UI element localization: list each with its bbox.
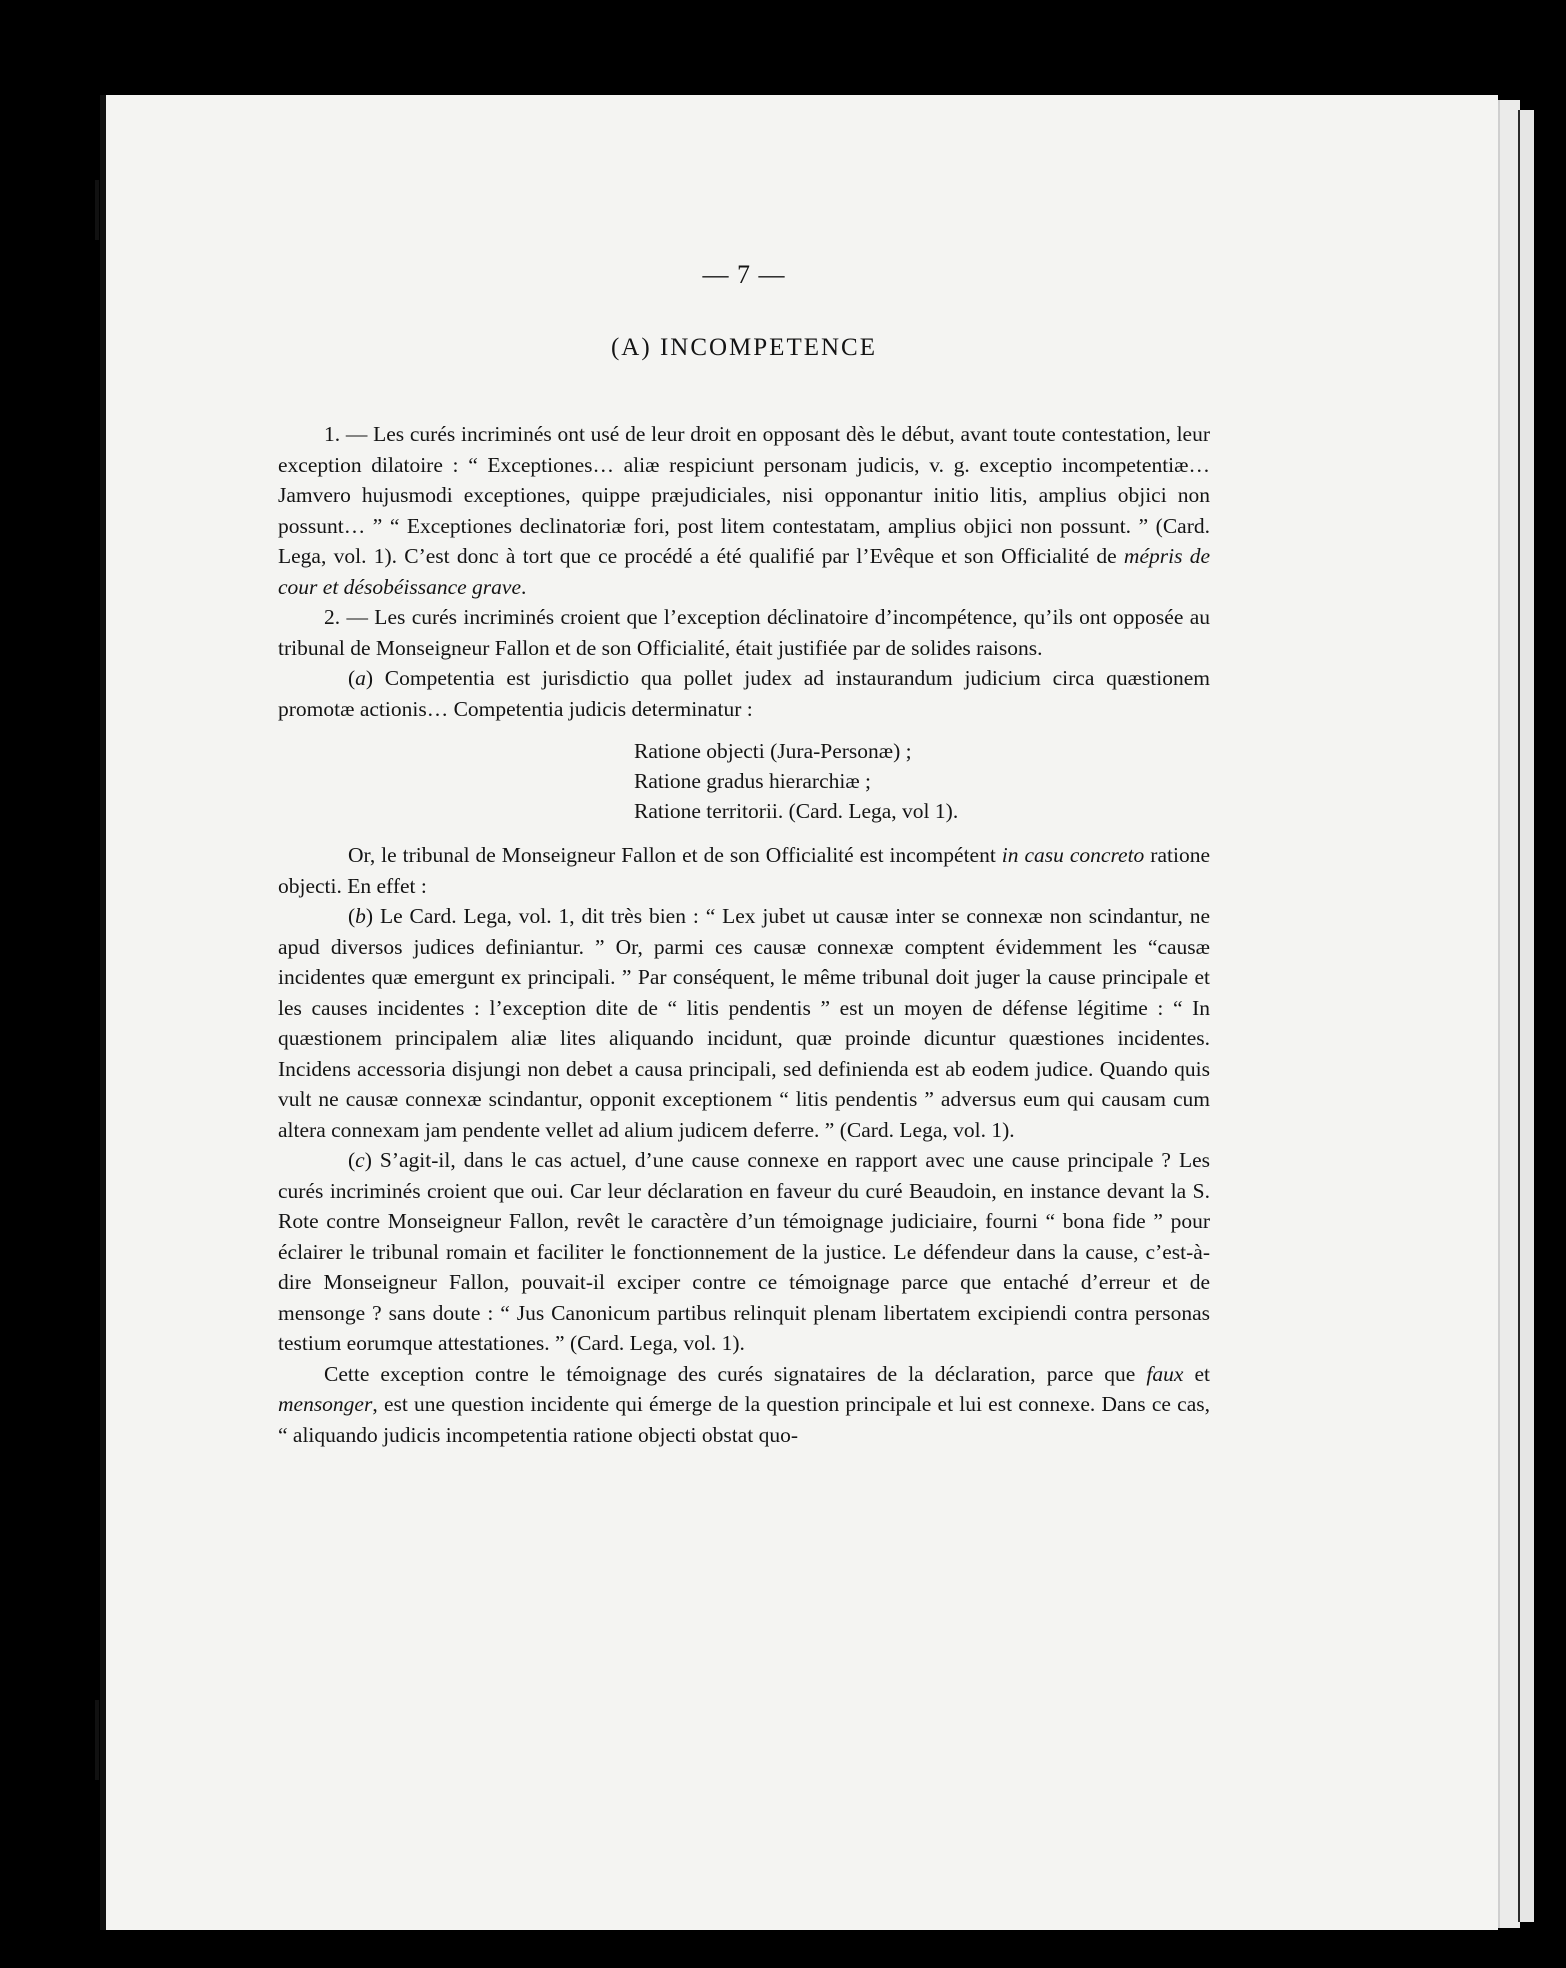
italic-text: mensonger xyxy=(278,1392,373,1416)
paragraph-text: Cette exception contre le témoignage des curés signataires de la déclaration, parce que xyxy=(324,1361,1147,1386)
binding-mark xyxy=(95,180,99,240)
italic-text: in casu concreto xyxy=(1001,843,1145,867)
paragraph xyxy=(278,901,1210,1145)
paragraph xyxy=(278,1359,1210,1451)
page-edge xyxy=(1518,110,1534,1922)
italic-text: faux xyxy=(1146,1361,1184,1386)
document-body xyxy=(278,260,1210,1450)
paragraph-text: ) Competentia est jurisdictio qua pollet judex ad instaurandum judicium circa quæstionem promotæ actionis… Competentia judicis determinatur : xyxy=(278,666,1210,721)
paragraph-text: ( xyxy=(348,1148,356,1172)
paragraphs-before-list xyxy=(278,419,1210,724)
paragraph xyxy=(278,1145,1210,1359)
list-item: Ratione territorii. (Card. Lega, vol 1). xyxy=(634,799,959,823)
paragraph-text: et xyxy=(1183,1361,1210,1386)
paragraph-text: 1. — Les curés incriminés ont usé de leur droit en opposant dès le début, avant toute contestation, leur exception dilatoire : “ Exceptiones… aliæ respiciunt personam judicis, v. g. exceptio incompetentiæ… Jamvero hujusmodi exceptiones, quippe præjudiciales, nisi opponantur initio litis, amplius objici non possunt… ” “ Exceptiones declinatoriæ fori, post litem contestatam, amplius objici non possunt. ” (Card. Lega, vol. 1). C’est donc à tort que ce procédé a été qualifié par l’Evêque et son Officialité de xyxy=(278,422,1210,568)
section-title: (A) INCOMPETENCE xyxy=(610,333,877,361)
italic-text: a xyxy=(355,666,366,690)
list-item: Ratione gradus hierarchiæ ; xyxy=(634,769,872,793)
paragraph-text: ) S’agit-il, dans le cas actuel, d’une cause connexe en rapport avec une cause principale ? Les curés incriminés croient que oui. Car leur déclaration en faveur du curé Beaudoin, en instance devant la S. Rote contre Monseigneur Fallon, revêt le caractère d’un témoignage judiciaire, fourni “ bona fide ” pour éclairer le tribunal romain et faciliter le fonctionnement de la justice. Le défendeur dans la cause, c’est-à-dire Monseigneur Fallon, pouvait-il exciper contre ce témoignage parce que entaché d’erreur et de mensonge ? sans doute : “ Jus Canonicum partibus relinquit plenam libertatem excipiendi contra personas testium eorumque attestationes. ” (Card. Lega, vol. 1). xyxy=(278,1148,1210,1355)
paragraph xyxy=(278,602,1210,663)
paragraph-text: ( xyxy=(348,904,356,928)
paragraphs-after-list xyxy=(278,840,1210,1450)
italic-text: b xyxy=(355,904,366,928)
paragraph-text: , est une question incidente qui émerge de la question principale et lui est connexe. Dans ce cas, “ aliquando judicis incompetentia ratione objecti obstat quo- xyxy=(278,1392,1210,1447)
paragraph-text: . xyxy=(521,574,527,599)
paragraph-text: ) Le Card. Lega, vol. 1, dit très bien : “ Lex jubet ut causæ inter se connexæ non scindantur, ne apud diversos judices definiantur. ” Or, parmi ces causæ connexæ comptent évidemment les “causæ incidentes quæ emergunt ex principali. ” Par conséquent, le même tribunal doit juger la cause principale et les causes incidentes : l’exception dite de “ litis pendentis ” est un moyen de défense légitime : “ In quæstionem principalem aliæ lites aliquando incidunt, quæ proinde dicuntur quæstiones incidentes. Incidens accessoria disjungi non debet a causa principali, sed definienda est ab eodem judice. Quando quis vult ne causæ connexæ scindantur, opponit exceptionem “ litis pendentis ” adversus eum qui causam cum altera connexam jam pendente vellet ad alium judicem deferre. ” (Card. Lega, vol. 1). xyxy=(278,904,1210,1142)
ratione-list xyxy=(278,736,1210,826)
binding-mark xyxy=(95,1700,99,1780)
binding-edge xyxy=(100,95,106,1930)
paragraph-text: ratione objecti. En effet : xyxy=(278,843,1210,898)
page-number: — 7 — xyxy=(702,260,786,289)
paragraph-text: ( xyxy=(348,666,356,690)
paragraph xyxy=(278,663,1210,724)
paragraph-text: Or, le tribunal de Monseigneur Fallon et de son Officialité est incompétent xyxy=(348,843,1002,867)
paragraph xyxy=(278,840,1210,901)
paragraph-text: 2. — Les curés incriminés croient que l’exception déclinatoire d’incompétence, qu’ils ont opposée au tribunal de Monseigneur Fallon et de son Officialité, était justifiée par de solides raisons. xyxy=(278,605,1210,660)
italic-text: mépris de cour et désobéissance grave xyxy=(278,544,1210,599)
italic-text: c xyxy=(355,1148,365,1172)
page-edge xyxy=(1498,100,1520,1928)
paragraph xyxy=(278,419,1210,602)
list-item: Ratione objecti (Jura-Personæ) ; xyxy=(634,739,912,763)
